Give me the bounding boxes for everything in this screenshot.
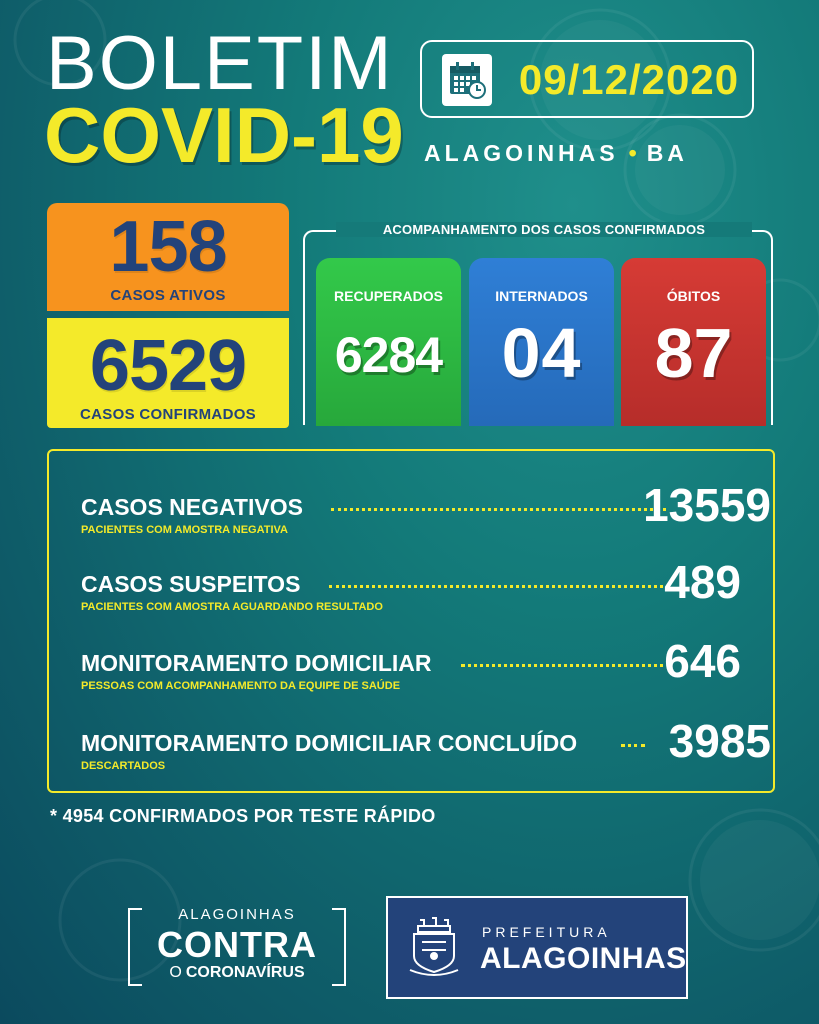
leader-dots <box>331 508 666 512</box>
detail-value: 489 <box>664 556 741 608</box>
active-cases-value: 158 <box>109 207 227 287</box>
state-name: BA <box>646 140 688 166</box>
active-cases-block <box>47 203 289 311</box>
detail-subtitle: PACIENTES COM AMOSTRA NEGATIVA <box>81 524 288 536</box>
campaign-logo-bottom <box>128 964 346 982</box>
location <box>424 140 758 167</box>
leader-dots <box>461 664 671 668</box>
confirmed-cases-value: 6529 <box>89 326 247 406</box>
bulletin-date: 09/12/2020 <box>518 56 740 103</box>
deaths-value: 87 <box>654 314 733 392</box>
leader-dots <box>621 744 645 748</box>
active-cases-label: CASOS ATIVOS <box>110 287 226 304</box>
campaign-logo-bottom-text: CORONAVÍRUS <box>185 964 305 981</box>
campaign-logo-main: CONTRA <box>157 924 317 965</box>
title-covid: COVID-19 <box>44 91 404 179</box>
campaign-logo <box>128 908 346 986</box>
title-boletim: BOLETIM <box>46 21 394 106</box>
detail-subtitle: DESCARTADOS <box>81 760 166 772</box>
city-crest-icon <box>408 912 460 984</box>
date-box <box>420 40 754 118</box>
hospitalized-value: 04 <box>501 314 582 392</box>
leader-dots <box>329 585 669 589</box>
recovered-value: 6284 <box>334 327 443 383</box>
detail-title: MONITORAMENTO DOMICILIAR CONCLUÍDO <box>81 730 578 756</box>
hospitalized-label: INTERNADOS <box>495 288 588 304</box>
detail-title: CASOS NEGATIVOS <box>81 494 303 520</box>
campaign-logo-top: ALAGOINHAS <box>178 906 296 923</box>
calendar-icon <box>442 54 492 106</box>
detail-row <box>81 556 771 631</box>
hospitalized-card <box>469 258 614 426</box>
recovered-card <box>316 258 461 426</box>
city-hall-main: ALAGOINHAS <box>480 942 687 975</box>
deaths-card <box>621 258 766 426</box>
detail-value: 646 <box>664 635 741 687</box>
detail-subtitle: PACIENTES COM AMOSTRA AGUARDANDO RESULTADO <box>81 601 383 613</box>
city-hall-logo <box>386 896 688 999</box>
detail-title: MONITORAMENTO DOMICILIAR <box>81 650 432 676</box>
city-name: ALAGOINHAS <box>424 140 619 166</box>
tracking-title: ACOMPANHAMENTO DOS CASOS CONFIRMADOS <box>336 222 752 237</box>
detail-subtitle: PESSOAS COM ACOMPANHAMENTO DA EQUIPE DE SAÚDE <box>81 680 401 692</box>
detail-row <box>81 479 771 554</box>
campaign-logo-prefix: O <box>169 964 182 981</box>
footnote: * 4954 CONFIRMADOS POR TESTE RÁPIDO <box>50 806 436 826</box>
confirmed-cases-block <box>47 318 289 428</box>
details-box <box>47 449 775 793</box>
detail-value: 3985 <box>668 715 771 767</box>
confirmed-cases-label: CASOS CONFIRMADOS <box>80 406 256 423</box>
recovered-label: RECUPERADOS <box>334 288 443 304</box>
detail-value: 13559 <box>643 479 771 531</box>
city-hall-top: PREFEITURA <box>482 924 611 940</box>
detail-row <box>81 635 771 710</box>
detail-title: CASOS SUSPEITOS <box>81 571 301 597</box>
detail-row <box>81 715 771 790</box>
deaths-label: ÓBITOS <box>666 288 721 304</box>
location-separator: • <box>628 140 637 166</box>
